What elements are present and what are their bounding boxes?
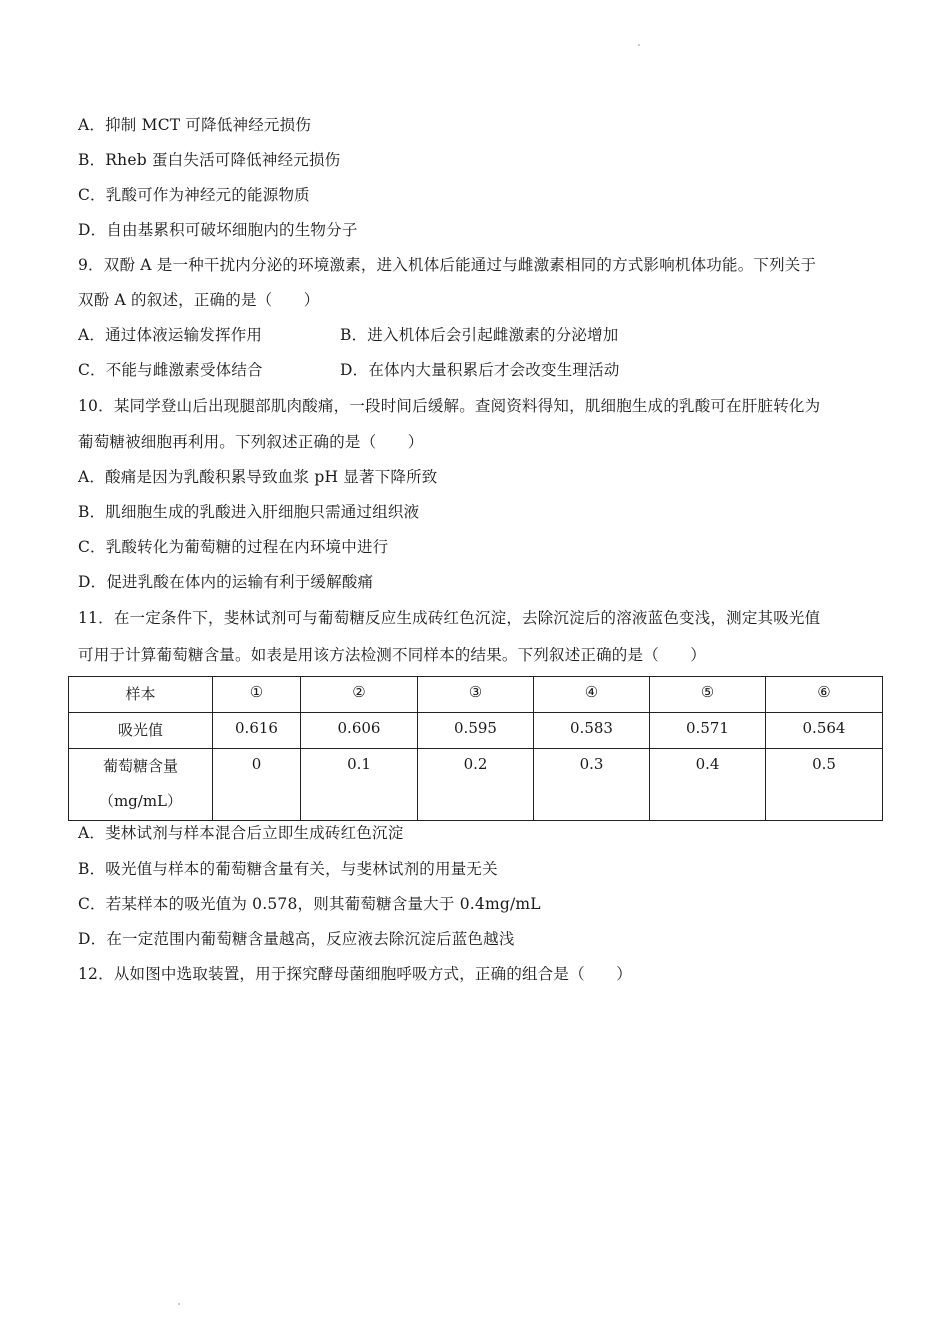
q10-option-a: A．酸痛是因为乳酸积累导致血浆 pH 显著下降所致 xyxy=(78,468,438,486)
glucose-table xyxy=(68,676,883,821)
table-cell: 0.1 xyxy=(301,749,418,821)
q10-option-d: D．促进乳酸在体内的运输有利于缓解酸痛 xyxy=(78,573,374,591)
q8-option-a: A．抑制 MCT 可降低神经元损伤 xyxy=(78,116,312,134)
q11-option-b: B．吸光值与样本的葡萄糖含量有关，与斐林试剂的用量无关 xyxy=(78,860,498,878)
table-header-cell: ⑤ xyxy=(650,677,766,713)
table-cell: 0.2 xyxy=(418,749,534,821)
q12-stem: 12．从如图中选取装置，用于探究酵母菌细胞呼吸方式，正确的组合是（ ） xyxy=(78,965,632,983)
absorbance-label: 吸光值 xyxy=(69,713,213,749)
q11-stem-line1: 11．在一定条件下，斐林试剂可与葡萄糖反应生成砖红色沉淀，去除沉淀后的溶液蓝色变浅，测定其吸光值 xyxy=(78,609,821,627)
q9-option-d: D．在体内大量积累后才会改变生理活动 xyxy=(340,361,620,379)
table-cell: 0.616 xyxy=(213,713,301,749)
table-header-cell: ⑥ xyxy=(766,677,883,713)
table-header-cell: ② xyxy=(301,677,418,713)
q9-option-c: C．不能与雌激素受体结合 xyxy=(78,361,263,379)
q10-option-b: B．肌细胞生成的乳酸进入肝细胞只需通过组织液 xyxy=(78,503,420,521)
table-row-absorbance xyxy=(69,713,883,749)
table-cell: 0.571 xyxy=(650,713,766,749)
table-cell: 0.3 xyxy=(534,749,650,821)
glucose-label: 葡萄糖含量 xyxy=(102,757,178,775)
glucose-label-cell xyxy=(69,749,213,821)
q8-option-c: C．乳酸可作为神经元的能源物质 xyxy=(78,186,310,204)
q8-option-d: D．自由基累积可破坏细胞内的生物分子 xyxy=(78,221,358,239)
table-cell: 0.564 xyxy=(766,713,883,749)
table-cell: 0 xyxy=(213,749,301,821)
q10-option-c: C．乳酸转化为葡萄糖的过程在内环境中进行 xyxy=(78,538,389,556)
q9-option-a: A．通过体液运输发挥作用 xyxy=(78,326,263,344)
table-cell: 0.606 xyxy=(301,713,418,749)
table-cell: 0.5 xyxy=(766,749,883,821)
table-header-row xyxy=(69,677,883,713)
table-cell: 0.583 xyxy=(534,713,650,749)
table-cell: 0.4 xyxy=(650,749,766,821)
q11-option-d: D．在一定范围内葡萄糖含量越高，反应液去除沉淀后蓝色越浅 xyxy=(78,930,515,948)
table-header-cell: 样本 xyxy=(69,677,213,713)
glucose-unit: （mg/mL） xyxy=(98,792,183,810)
q11-option-c: C．若某样本的吸光值为 0.578，则其葡萄糖含量大于 0.4mg/mL xyxy=(78,895,541,913)
q8-option-b: B．Rheb 蛋白失活可降低神经元损伤 xyxy=(78,151,341,169)
q9-stem-line2: 双酚 A 的叙述，正确的是（ ） xyxy=(78,291,320,309)
scan-dot xyxy=(638,44,640,46)
q11-option-a: A．斐林试剂与样本混合后立即生成砖红色沉淀 xyxy=(78,824,404,842)
q10-stem-line1: 10．某同学登山后出现腿部肌肉酸痛，一段时间后缓解。查阅资料得知，肌细胞生成的乳酸可在肝脏转化为 xyxy=(78,397,821,415)
table-header-cell: ③ xyxy=(418,677,534,713)
q9-stem-line1: 9．双酚 A 是一种干扰内分泌的环境激素，进入机体后能通过与雌激素相同的方式影响机体功能。下列关于 xyxy=(78,256,817,274)
q10-stem-line2: 葡萄糖被细胞再利用。下列叙述正确的是（ ） xyxy=(78,433,424,451)
table-row-glucose xyxy=(69,749,883,821)
scan-dot xyxy=(178,1303,180,1305)
table-cell: 0.595 xyxy=(418,713,534,749)
q9-option-b: B．进入机体后会引起雌激素的分泌增加 xyxy=(340,326,619,344)
table-header-cell: ① xyxy=(213,677,301,713)
q11-stem-line2: 可用于计算葡萄糖含量。如表是用该方法检测不同样本的结果。下列叙述正确的是（ ） xyxy=(78,646,707,664)
table-header-cell: ④ xyxy=(534,677,650,713)
